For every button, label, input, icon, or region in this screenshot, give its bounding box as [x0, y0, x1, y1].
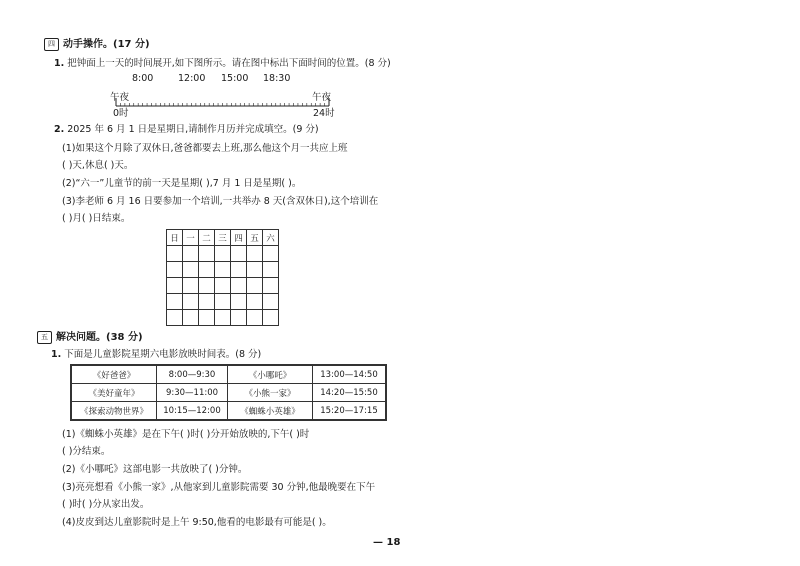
time-label: 8:00	[132, 73, 154, 84]
question-part-1: (1)《蜘蛛小英雄》是在下午( )时( )分开始放映的,下午( )时	[62, 429, 310, 440]
question-2-part-3-cont: ( )月( )日结束。	[62, 213, 131, 224]
weekday-header: 四	[231, 230, 247, 246]
calendar-cell[interactable]	[247, 246, 263, 262]
question-part-3-cont: ( )时( )分从家出发。	[62, 499, 150, 510]
calendar-row	[167, 310, 279, 326]
calendar-cell[interactable]	[167, 246, 183, 262]
question-text: 下面是儿童影院星期六电影放映时间表。(8 分)	[64, 349, 262, 360]
weekday-header: 五	[247, 230, 263, 246]
section-number-icon: 四	[44, 38, 59, 51]
movie-title-cell: 《小熊一家》	[228, 384, 313, 402]
calendar-cell[interactable]	[215, 278, 231, 294]
showtime-cell: 10:15—12:00	[157, 402, 228, 421]
calendar-cell[interactable]	[167, 262, 183, 278]
question-part-2: (2)《小哪吒》这部电影一共放映了( )分钟。	[62, 464, 248, 475]
question-1	[54, 55, 391, 69]
calendar-cell[interactable]	[183, 310, 199, 326]
midnight-right-label: 午夜	[312, 92, 332, 103]
weekday-header: 日	[167, 230, 183, 246]
midnight-left-label: 午夜	[110, 92, 130, 103]
calendar-cell[interactable]	[183, 262, 199, 278]
question-part-3: (3)亮亮想看《小熊一家》,从他家到儿童影院需要 30 分钟,他最晚要在下午	[62, 482, 376, 493]
calendar-cell[interactable]	[231, 310, 247, 326]
calendar-cell[interactable]	[263, 294, 279, 310]
table-row	[71, 384, 386, 402]
question-part-4: (4)皮皮到达儿童影院时是上午 9:50,他看的电影最有可能是( )。	[62, 517, 332, 528]
question-2	[54, 121, 319, 135]
showtime-cell: 14:20—15:50	[313, 384, 387, 402]
time-label: 12:00	[178, 73, 206, 84]
section-title: 动手操作。(17 分)	[63, 39, 150, 50]
calendar-cell[interactable]	[199, 246, 215, 262]
calendar-row	[167, 246, 279, 262]
calendar-cell[interactable]	[199, 278, 215, 294]
question-text: 2025 年 6 月 1 日是星期日,请制作月历并完成填空。(9 分)	[67, 124, 319, 135]
calendar-cell[interactable]	[263, 246, 279, 262]
calendar-cell[interactable]	[247, 310, 263, 326]
time-label: 18:30	[263, 73, 291, 84]
calendar-grid	[166, 229, 279, 326]
weekday-header: 三	[215, 230, 231, 246]
question-2-part-2: (2)“六一”儿童节的前一天是星期( ),7 月 1 日是星期( )。	[62, 178, 302, 189]
calendar-cell[interactable]	[167, 310, 183, 326]
calendar-cell[interactable]	[215, 246, 231, 262]
calendar-cell[interactable]	[215, 294, 231, 310]
calendar-row	[167, 278, 279, 294]
calendar-cell[interactable]	[215, 262, 231, 278]
section-5-header	[37, 328, 143, 344]
section-title: 解决问题。(38 分)	[56, 332, 143, 343]
calendar-cell[interactable]	[231, 246, 247, 262]
showtime-cell: 15:20—17:15	[313, 402, 387, 421]
calendar-cell[interactable]	[231, 294, 247, 310]
calendar-cell[interactable]	[263, 310, 279, 326]
calendar-cell[interactable]	[231, 278, 247, 294]
calendar-cell[interactable]	[183, 246, 199, 262]
zero-hour-label: 0时	[113, 108, 129, 119]
calendar-cell[interactable]	[199, 262, 215, 278]
page-number: — 18	[373, 537, 401, 548]
calendar-cell[interactable]	[215, 310, 231, 326]
calendar-cell[interactable]	[247, 294, 263, 310]
showtime-cell: 8:00—9:30	[157, 365, 228, 384]
weekday-header: 一	[183, 230, 199, 246]
movie-title-cell: 《探索动物世界》	[71, 402, 157, 421]
calendar-cell[interactable]	[183, 278, 199, 294]
question-text: 把钟面上一天的时间展开,如下图所示。请在图中标出下面时间的位置。(8 分)	[67, 58, 391, 69]
calendar-cell[interactable]	[199, 294, 215, 310]
question-2-part-1: (1)如果这个月除了双休日,爸爸都要去上班,那么他这个月一共应上班	[62, 143, 348, 154]
question-number: 1.	[54, 58, 65, 69]
calendar-cell[interactable]	[231, 262, 247, 278]
calendar-cell[interactable]	[167, 294, 183, 310]
question-number: 1.	[51, 349, 62, 360]
movie-title-cell: 《美好童年》	[71, 384, 157, 402]
question-part-1-cont: ( )分结束。	[62, 446, 111, 457]
section-number-icon: 五	[37, 331, 52, 344]
weekday-header: 六	[263, 230, 279, 246]
showtime-cell: 13:00—14:50	[313, 365, 387, 384]
section-4-header	[44, 35, 150, 51]
table-row	[71, 365, 386, 384]
question-number: 2.	[54, 124, 65, 135]
movie-title-cell: 《蜘蛛小英雄》	[228, 402, 313, 421]
calendar-header-row	[167, 230, 279, 246]
calendar-cell[interactable]	[263, 262, 279, 278]
weekday-header: 二	[199, 230, 215, 246]
calendar-row	[167, 294, 279, 310]
movie-title-cell: 《小哪吒》	[228, 365, 313, 384]
question-2-part-1-cont: ( )天,休息( )天。	[62, 160, 134, 171]
twentyfour-hour-label: 24时	[313, 108, 335, 119]
timeline-ruler	[110, 98, 335, 110]
calendar-cell[interactable]	[167, 278, 183, 294]
time-label: 15:00	[221, 73, 249, 84]
table-row	[71, 402, 386, 421]
movie-title-cell: 《好爸爸》	[71, 365, 157, 384]
calendar-cell[interactable]	[247, 278, 263, 294]
calendar-row	[167, 262, 279, 278]
question-2-part-3: (3)李老师 6 月 16 日要参加一个培训,一共举办 8 天(含双休日),这个培训在	[62, 196, 379, 207]
calendar-cell[interactable]	[247, 262, 263, 278]
calendar-cell[interactable]	[199, 310, 215, 326]
calendar-cell[interactable]	[183, 294, 199, 310]
question-1	[51, 346, 261, 360]
movie-schedule-table	[70, 364, 387, 421]
calendar-cell[interactable]	[263, 278, 279, 294]
showtime-cell: 9:30—11:00	[157, 384, 228, 402]
